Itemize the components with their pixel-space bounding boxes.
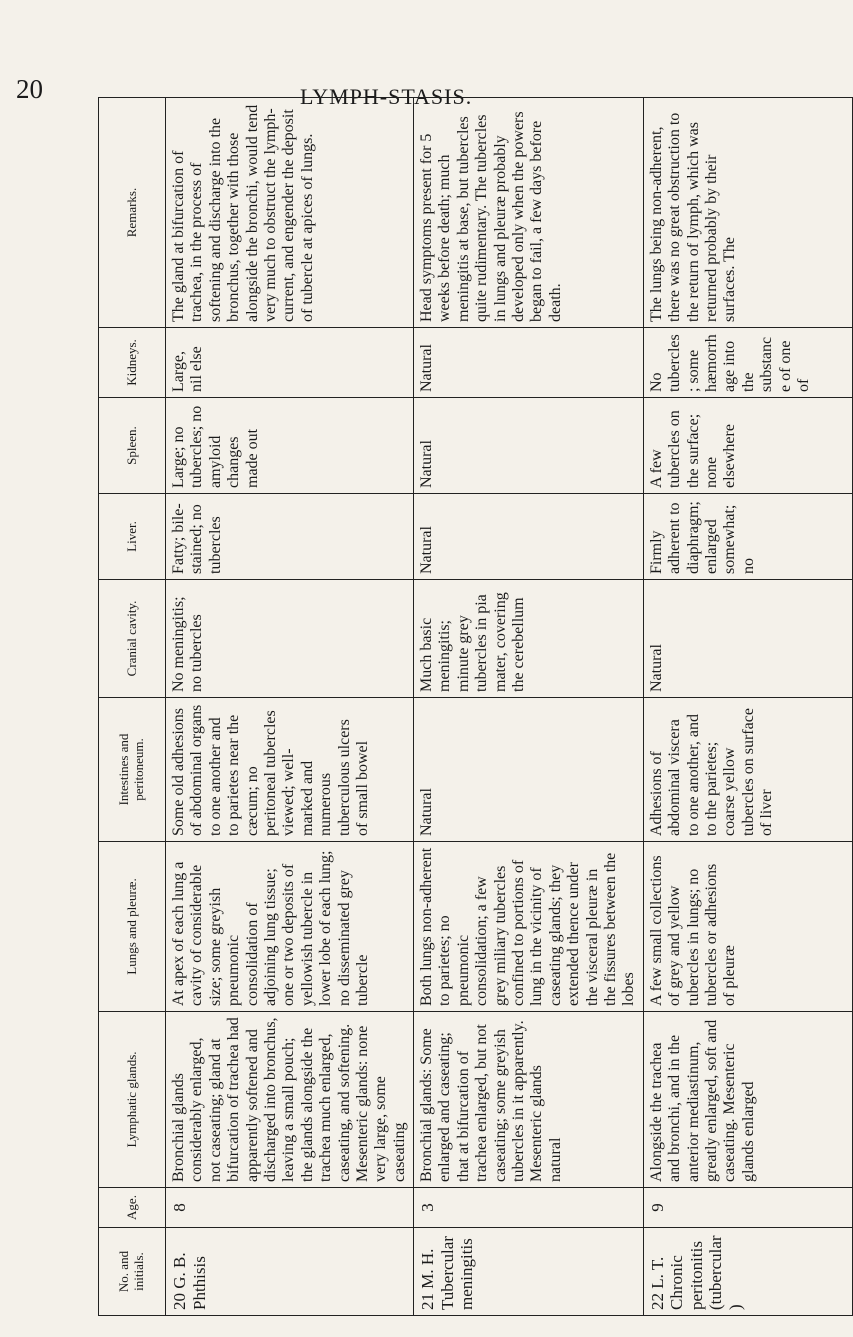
header-liver: Liver. — [99, 494, 166, 580]
header-kidneys: Kidneys. — [99, 328, 166, 398]
header-lungs: Lungs and pleuræ. — [99, 842, 166, 1012]
cell-intestines: Natural — [414, 698, 644, 842]
cell-kidneys: Natural — [414, 328, 644, 398]
header-age: Age. — [99, 1188, 166, 1228]
cell-cranial: No meningitis; no tubercles — [166, 580, 414, 698]
header-lymph: Lymphatic glands. — [99, 1012, 166, 1188]
cell-lungs: A few small collections of grey and yellow tubercles in lungs; no tubercles or adhesions of pleuræ — [643, 842, 852, 1012]
cell-lymph: Alongside the trachea and bronchi, and in the anterior mediastinum, greatly enlarged, soft and caseating. Mesenteric glands enlarged — [643, 1012, 852, 1188]
cell-liver: Natural — [414, 494, 644, 580]
cell-liver: Firmly adherent to diaphragm; enlarged somewhat; no — [643, 494, 852, 580]
cell-lymph: Bronchial glands considerably enlarged, not caseating; gland at bifurcation of trachea had apparently softened and discharged into bronchus, leaving a small pouch; the glands alongside the trachea much enlarged, caseating, and softening. Mesenteric glands: none very large, some caseating — [166, 1012, 414, 1188]
cell-spleen: Large; no tubercles; no amyloid changes made out — [166, 398, 414, 494]
header-remarks: Remarks. — [99, 98, 166, 328]
cell-lymph: Bronchial glands: Some enlarged and caseating; that at bifurcation of trachea enlarged, but not caseating; some greyish tubercles in it apparently. Mesenteric glands natural — [414, 1012, 644, 1188]
cell-no: 22 L. T. Chronic peritonitis (tubercular) — [643, 1228, 852, 1316]
cell-cranial: Natural — [643, 580, 852, 698]
header-row — [99, 98, 166, 1316]
cell-spleen: A few tubercles on the surface; none elsewhere — [643, 398, 852, 494]
cell-remarks: The lungs being non-adherent, there was no great obstruction to the return of lymph, which was returned probably by their surfaces. The — [643, 98, 852, 328]
header-spleen: Spleen. — [99, 398, 166, 494]
cell-lungs: At apex of each lung a cavity of considerable size; some greyish pneumonic consolidation of adjoining lung tissue; one or two deposits of yellowish tubercle in lower lobe of each lung; no disseminated grey tubercle — [166, 842, 414, 1012]
cell-age: 9 — [643, 1188, 852, 1228]
header-intestines: Intestines and peritoneum. — [99, 698, 166, 842]
cell-intestines: Adhesions of abdominal viscera to one another, and to the parietes; coarse yellow tubercles on surface of liver — [643, 698, 852, 842]
cell-age: 3 — [414, 1188, 644, 1228]
cell-remarks: The gland at bifurcation of trachea, in the process of softening and discharge into the bronchus, together with those alongside the bronchi, would tend very much to obstruct the lymph-current, and engender the deposit of tubercle at apices of lungs. — [166, 98, 414, 328]
rotated-table-container — [98, 98, 812, 1316]
table-row — [643, 98, 852, 1316]
cell-kidneys: Large, nil else — [166, 328, 414, 398]
cell-liver: Fatty; bile-stained; no tubercles — [166, 494, 414, 580]
header-no: No. and initials. — [99, 1228, 166, 1316]
cell-remarks: Head symptoms present for 5 weeks before death; much meningitis at base, but tubercles quite rudimentary. The tubercles in lungs and pleuræ probably developed only when the powers began to fail, a few days before death. — [414, 98, 644, 328]
cell-kidneys: No tubercles; some hæmorrhage into the substance of one of — [643, 328, 852, 398]
table-row — [414, 98, 644, 1316]
cell-lungs: Both lungs non-adherent to parietes; no pneumonic consolidation; a few grey miliary tubercles confined to portions of lung in the vicinity of caseating glands; they extended thence under the visceral pleuræ in the fissures between the lobes — [414, 842, 644, 1012]
header-cranial: Cranial cavity. — [99, 580, 166, 698]
cell-intestines: Some old adhesions of abdominal organs to one another and to parietes near the cæcum; no peritoneal tubercles viewed; well-marked and numerous tuberculous ulcers of small bowel — [166, 698, 414, 842]
cell-cranial: Much basic meningitis; minute grey tubercles in pia mater, covering the cerebellum — [414, 580, 644, 698]
cell-age: 8 — [166, 1188, 414, 1228]
autopsy-table — [98, 97, 853, 1316]
cell-spleen: Natural — [414, 398, 644, 494]
table-row — [166, 98, 414, 1316]
cell-no: 21 M. H. Tubercular meningitis — [414, 1228, 644, 1316]
cell-no: 20 G. B. Phthisis — [166, 1228, 414, 1316]
page-number: 20 — [16, 74, 43, 104]
running-head: LYMPH-STASIS. — [300, 84, 473, 109]
